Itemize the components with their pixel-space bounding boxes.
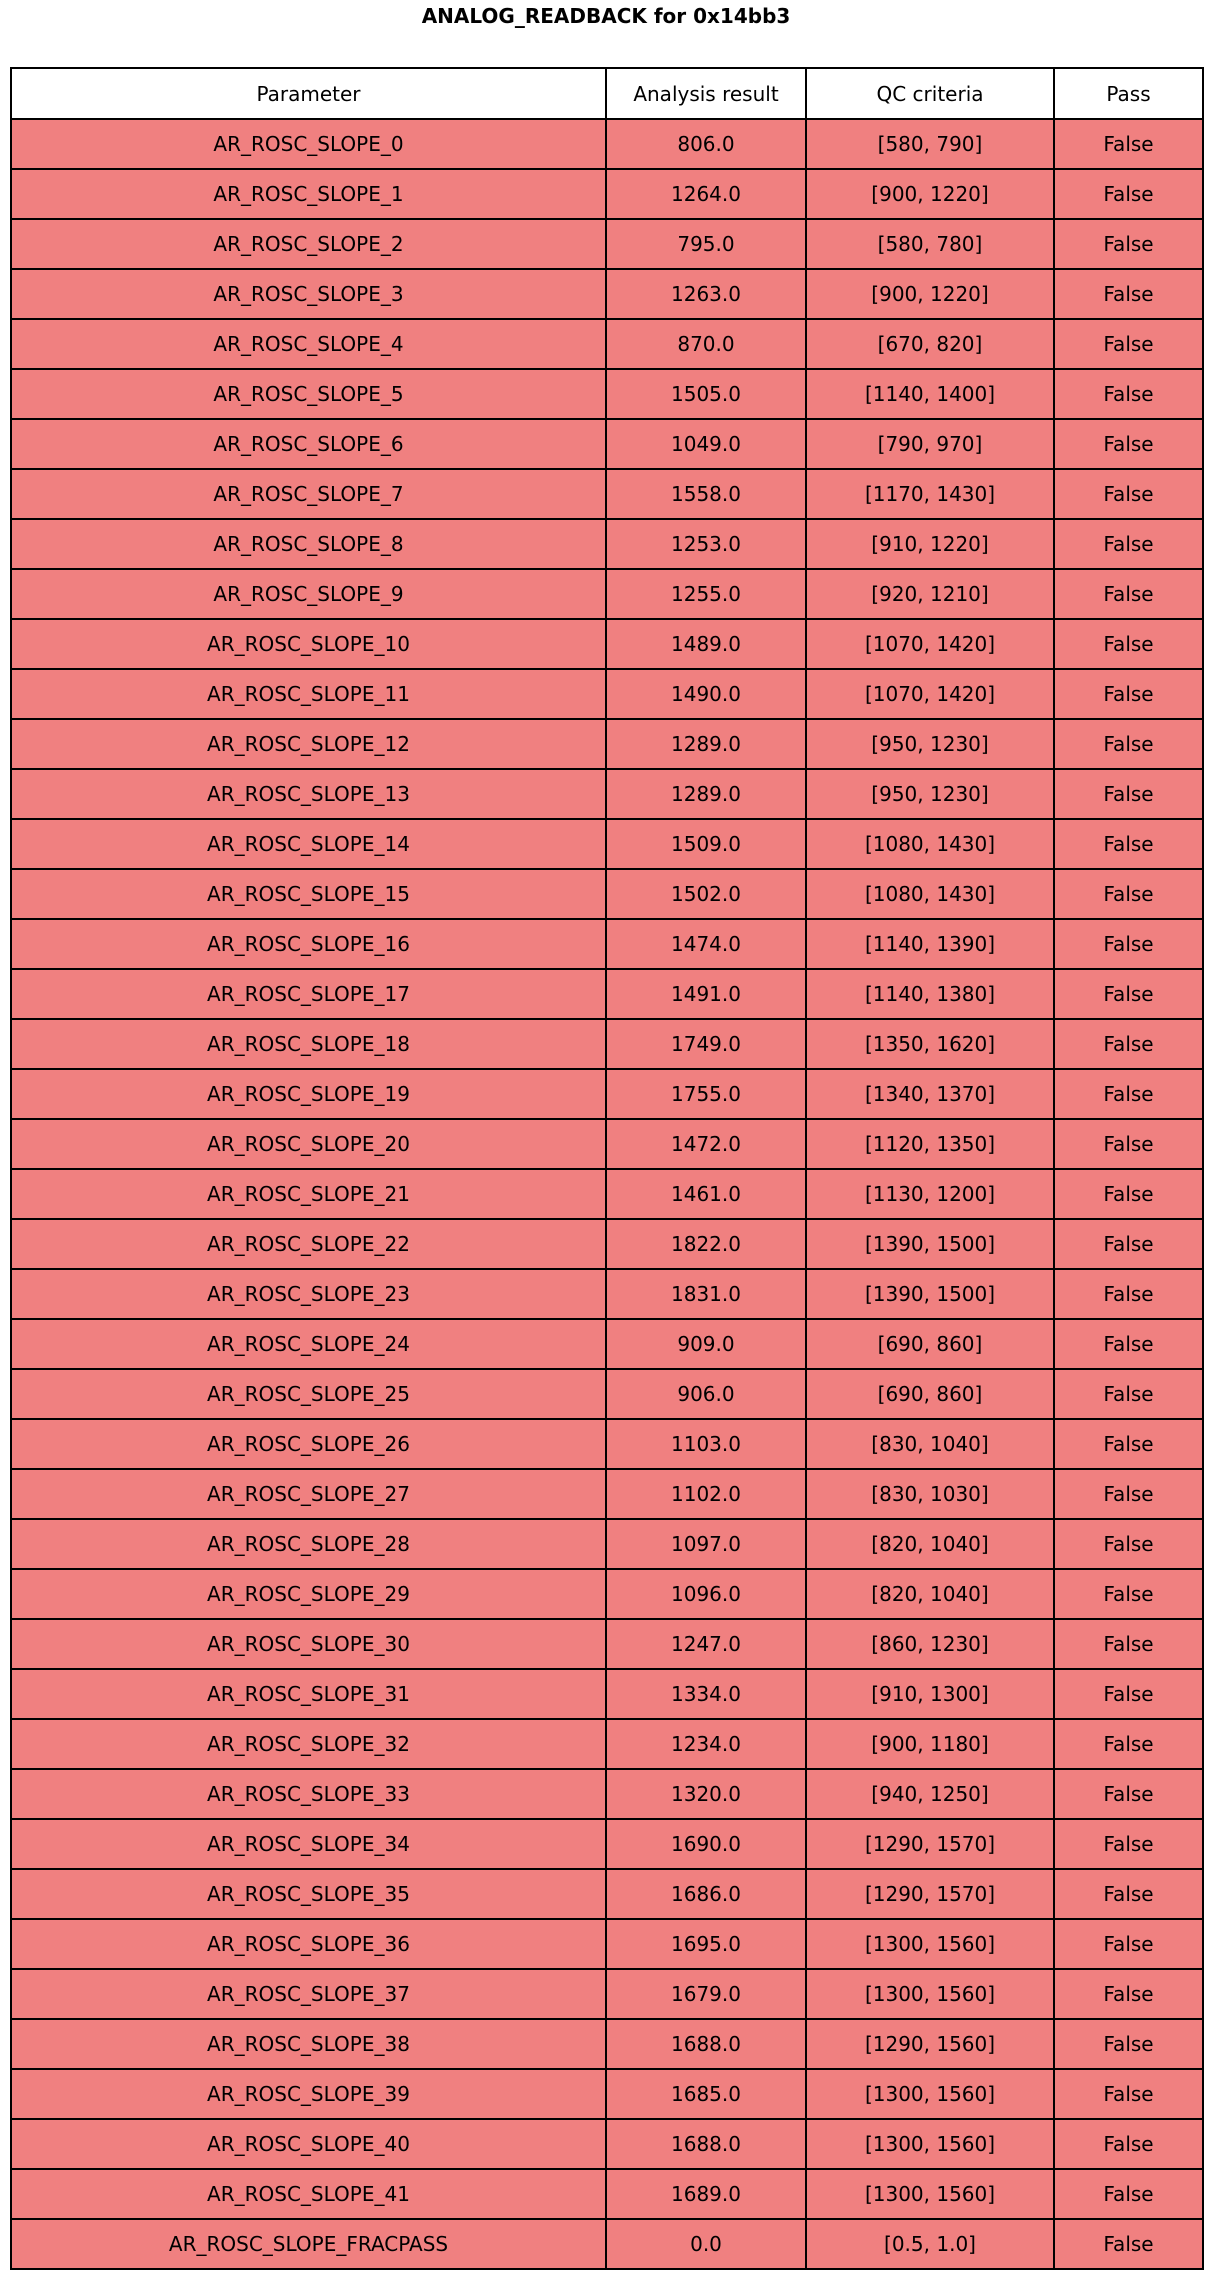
table-row bbox=[11, 969, 1203, 1019]
result-cell: 1490.0 bbox=[606, 669, 806, 719]
qc-cell: [1140, 1400] bbox=[806, 369, 1054, 419]
pass-cell: False bbox=[1054, 1519, 1203, 1569]
param-cell: AR_ROSC_SLOPE_5 bbox=[11, 369, 606, 419]
param-cell: AR_ROSC_SLOPE_14 bbox=[11, 819, 606, 869]
table-row bbox=[11, 1919, 1203, 1969]
param-cell: AR_ROSC_SLOPE_1 bbox=[11, 169, 606, 219]
table-row bbox=[11, 1269, 1203, 1319]
param-cell: AR_ROSC_SLOPE_18 bbox=[11, 1019, 606, 1069]
table-row bbox=[11, 1219, 1203, 1269]
result-cell: 1255.0 bbox=[606, 569, 806, 619]
param-cell: AR_ROSC_SLOPE_28 bbox=[11, 1519, 606, 1569]
table-row bbox=[11, 1619, 1203, 1669]
table-row bbox=[11, 1769, 1203, 1819]
qc-cell: [830, 1030] bbox=[806, 1469, 1054, 1519]
qc-cell: [1300, 1560] bbox=[806, 2069, 1054, 2119]
param-cell: AR_ROSC_SLOPE_12 bbox=[11, 719, 606, 769]
pass-cell: False bbox=[1054, 1419, 1203, 1469]
result-cell: 1472.0 bbox=[606, 1119, 806, 1169]
table-row bbox=[11, 1719, 1203, 1769]
param-cell: AR_ROSC_SLOPE_17 bbox=[11, 969, 606, 1019]
qc-cell: [1080, 1430] bbox=[806, 869, 1054, 919]
param-cell: AR_ROSC_SLOPE_FRACPASS bbox=[11, 2219, 606, 2269]
result-cell: 906.0 bbox=[606, 1369, 806, 1419]
pass-cell: False bbox=[1054, 719, 1203, 769]
table-row bbox=[11, 1319, 1203, 1369]
result-cell: 1264.0 bbox=[606, 169, 806, 219]
result-cell: 1755.0 bbox=[606, 1069, 806, 1119]
pass-cell: False bbox=[1054, 619, 1203, 669]
param-cell: AR_ROSC_SLOPE_24 bbox=[11, 1319, 606, 1369]
result-cell: 1461.0 bbox=[606, 1169, 806, 1219]
pass-cell: False bbox=[1054, 269, 1203, 319]
qc-cell: [580, 780] bbox=[806, 219, 1054, 269]
param-cell: AR_ROSC_SLOPE_13 bbox=[11, 769, 606, 819]
param-cell: AR_ROSC_SLOPE_9 bbox=[11, 569, 606, 619]
qc-cell: [1390, 1500] bbox=[806, 1219, 1054, 1269]
qc-cell: [820, 1040] bbox=[806, 1569, 1054, 1619]
qc-cell: [1300, 1560] bbox=[806, 1969, 1054, 2019]
result-cell: 0.0 bbox=[606, 2219, 806, 2269]
qc-cell: [670, 820] bbox=[806, 319, 1054, 369]
result-cell: 1234.0 bbox=[606, 1719, 806, 1769]
param-cell: AR_ROSC_SLOPE_20 bbox=[11, 1119, 606, 1169]
table-row bbox=[11, 1819, 1203, 1869]
qc-cell: [950, 1230] bbox=[806, 719, 1054, 769]
qc-cell: [1140, 1390] bbox=[806, 919, 1054, 969]
pass-cell: False bbox=[1054, 1069, 1203, 1119]
qc-cell: [950, 1230] bbox=[806, 769, 1054, 819]
result-cell: 1749.0 bbox=[606, 1019, 806, 1069]
table-row bbox=[11, 1419, 1203, 1469]
pass-cell: False bbox=[1054, 419, 1203, 469]
qc-cell: [910, 1300] bbox=[806, 1669, 1054, 1719]
pass-cell: False bbox=[1054, 1969, 1203, 2019]
param-cell: AR_ROSC_SLOPE_30 bbox=[11, 1619, 606, 1669]
pass-cell: False bbox=[1054, 1269, 1203, 1319]
table-row bbox=[11, 1069, 1203, 1119]
table-row bbox=[11, 919, 1203, 969]
qc-results-table bbox=[10, 67, 1204, 2270]
pass-cell: False bbox=[1054, 869, 1203, 919]
pass-cell: False bbox=[1054, 1669, 1203, 1719]
qc-cell: [820, 1040] bbox=[806, 1519, 1054, 1569]
param-cell: AR_ROSC_SLOPE_16 bbox=[11, 919, 606, 969]
param-cell: AR_ROSC_SLOPE_3 bbox=[11, 269, 606, 319]
result-cell: 1822.0 bbox=[606, 1219, 806, 1269]
param-cell: AR_ROSC_SLOPE_39 bbox=[11, 2069, 606, 2119]
result-cell: 1096.0 bbox=[606, 1569, 806, 1619]
qc-cell: [920, 1210] bbox=[806, 569, 1054, 619]
qc-cell: [1130, 1200] bbox=[806, 1169, 1054, 1219]
param-cell: AR_ROSC_SLOPE_4 bbox=[11, 319, 606, 369]
pass-cell: False bbox=[1054, 1169, 1203, 1219]
param-cell: AR_ROSC_SLOPE_38 bbox=[11, 2019, 606, 2069]
table-row bbox=[11, 669, 1203, 719]
qc-cell: [1340, 1370] bbox=[806, 1069, 1054, 1119]
table-row bbox=[11, 1869, 1203, 1919]
result-cell: 1320.0 bbox=[606, 1769, 806, 1819]
qc-cell: [580, 790] bbox=[806, 119, 1054, 169]
pass-cell: False bbox=[1054, 969, 1203, 1019]
qc-cell: [1350, 1620] bbox=[806, 1019, 1054, 1069]
table-row bbox=[11, 1969, 1203, 2019]
table-row bbox=[11, 819, 1203, 869]
qc-cell: [1290, 1570] bbox=[806, 1819, 1054, 1869]
column-header-pass: Pass bbox=[1054, 68, 1203, 119]
table-row bbox=[11, 169, 1203, 219]
table-row bbox=[11, 2169, 1203, 2219]
result-cell: 1685.0 bbox=[606, 2069, 806, 2119]
param-cell: AR_ROSC_SLOPE_35 bbox=[11, 1869, 606, 1919]
table-row bbox=[11, 2119, 1203, 2169]
param-cell: AR_ROSC_SLOPE_19 bbox=[11, 1069, 606, 1119]
pass-cell: False bbox=[1054, 1219, 1203, 1269]
param-cell: AR_ROSC_SLOPE_34 bbox=[11, 1819, 606, 1869]
pass-cell: False bbox=[1054, 1469, 1203, 1519]
param-cell: AR_ROSC_SLOPE_40 bbox=[11, 2119, 606, 2169]
param-cell: AR_ROSC_SLOPE_21 bbox=[11, 1169, 606, 1219]
param-cell: AR_ROSC_SLOPE_0 bbox=[11, 119, 606, 169]
result-cell: 1502.0 bbox=[606, 869, 806, 919]
pass-cell: False bbox=[1054, 669, 1203, 719]
qc-cell: [790, 970] bbox=[806, 419, 1054, 469]
param-cell: AR_ROSC_SLOPE_31 bbox=[11, 1669, 606, 1719]
pass-cell: False bbox=[1054, 569, 1203, 619]
pass-cell: False bbox=[1054, 1719, 1203, 1769]
pass-cell: False bbox=[1054, 1569, 1203, 1619]
param-cell: AR_ROSC_SLOPE_2 bbox=[11, 219, 606, 269]
param-cell: AR_ROSC_SLOPE_26 bbox=[11, 1419, 606, 1469]
result-cell: 1474.0 bbox=[606, 919, 806, 969]
param-cell: AR_ROSC_SLOPE_15 bbox=[11, 869, 606, 919]
qc-cell: [860, 1230] bbox=[806, 1619, 1054, 1669]
result-cell: 1695.0 bbox=[606, 1919, 806, 1969]
pass-cell: False bbox=[1054, 2119, 1203, 2169]
param-cell: AR_ROSC_SLOPE_36 bbox=[11, 1919, 606, 1969]
qc-cell: [1070, 1420] bbox=[806, 669, 1054, 719]
pass-cell: False bbox=[1054, 2069, 1203, 2119]
result-cell: 1334.0 bbox=[606, 1669, 806, 1719]
pass-cell: False bbox=[1054, 1119, 1203, 1169]
table-row bbox=[11, 269, 1203, 319]
pass-cell: False bbox=[1054, 769, 1203, 819]
pass-cell: False bbox=[1054, 469, 1203, 519]
table-row bbox=[11, 719, 1203, 769]
result-cell: 1509.0 bbox=[606, 819, 806, 869]
result-cell: 1289.0 bbox=[606, 719, 806, 769]
qc-cell: [1290, 1570] bbox=[806, 1869, 1054, 1919]
result-cell: 1679.0 bbox=[606, 1969, 806, 2019]
param-cell: AR_ROSC_SLOPE_7 bbox=[11, 469, 606, 519]
pass-cell: False bbox=[1054, 519, 1203, 569]
param-cell: AR_ROSC_SLOPE_23 bbox=[11, 1269, 606, 1319]
pass-cell: False bbox=[1054, 2019, 1203, 2069]
pass-cell: False bbox=[1054, 119, 1203, 169]
qc-cell: [910, 1220] bbox=[806, 519, 1054, 569]
qc-cell: [1170, 1430] bbox=[806, 469, 1054, 519]
param-cell: AR_ROSC_SLOPE_10 bbox=[11, 619, 606, 669]
result-cell: 1049.0 bbox=[606, 419, 806, 469]
result-cell: 1690.0 bbox=[606, 1819, 806, 1869]
param-cell: AR_ROSC_SLOPE_25 bbox=[11, 1369, 606, 1419]
result-cell: 1688.0 bbox=[606, 2019, 806, 2069]
result-cell: 870.0 bbox=[606, 319, 806, 369]
table-row bbox=[11, 119, 1203, 169]
table-body bbox=[11, 119, 1203, 2269]
pass-cell: False bbox=[1054, 319, 1203, 369]
param-cell: AR_ROSC_SLOPE_37 bbox=[11, 1969, 606, 2019]
figure-title: ANALOG_READBACK for 0x14bb3 bbox=[421, 4, 791, 28]
result-cell: 1686.0 bbox=[606, 1869, 806, 1919]
table-row bbox=[11, 1669, 1203, 1719]
result-cell: 1689.0 bbox=[606, 2169, 806, 2219]
table-row bbox=[11, 519, 1203, 569]
qc-cell: [1070, 1420] bbox=[806, 619, 1054, 669]
pass-cell: False bbox=[1054, 1869, 1203, 1919]
pass-cell: False bbox=[1054, 2219, 1203, 2269]
header-row bbox=[11, 68, 1203, 119]
qc-cell: [0.5, 1.0] bbox=[806, 2219, 1054, 2269]
pass-cell: False bbox=[1054, 1369, 1203, 1419]
pass-cell: False bbox=[1054, 2169, 1203, 2219]
pass-cell: False bbox=[1054, 1319, 1203, 1369]
qc-cell: [1300, 1560] bbox=[806, 2169, 1054, 2219]
table-row bbox=[11, 369, 1203, 419]
pass-cell: False bbox=[1054, 1619, 1203, 1669]
table-row bbox=[11, 1519, 1203, 1569]
result-cell: 1247.0 bbox=[606, 1619, 806, 1669]
result-cell: 1097.0 bbox=[606, 1519, 806, 1569]
result-cell: 1505.0 bbox=[606, 369, 806, 419]
qc-cell: [1290, 1560] bbox=[806, 2019, 1054, 2069]
table-row bbox=[11, 1019, 1203, 1069]
table-row bbox=[11, 469, 1203, 519]
table-row bbox=[11, 219, 1203, 269]
pass-cell: False bbox=[1054, 819, 1203, 869]
result-cell: 1688.0 bbox=[606, 2119, 806, 2169]
table-row bbox=[11, 769, 1203, 819]
param-cell: AR_ROSC_SLOPE_29 bbox=[11, 1569, 606, 1619]
result-cell: 1489.0 bbox=[606, 619, 806, 669]
param-cell: AR_ROSC_SLOPE_27 bbox=[11, 1469, 606, 1519]
param-cell: AR_ROSC_SLOPE_22 bbox=[11, 1219, 606, 1269]
pass-cell: False bbox=[1054, 369, 1203, 419]
param-cell: AR_ROSC_SLOPE_8 bbox=[11, 519, 606, 569]
param-cell: AR_ROSC_SLOPE_32 bbox=[11, 1719, 606, 1769]
qc-cell: [1390, 1500] bbox=[806, 1269, 1054, 1319]
qc-cell: [1140, 1380] bbox=[806, 969, 1054, 1019]
result-cell: 1491.0 bbox=[606, 969, 806, 1019]
pass-cell: False bbox=[1054, 1919, 1203, 1969]
table-row bbox=[11, 419, 1203, 469]
qc-cell: [1300, 1560] bbox=[806, 1919, 1054, 1969]
column-header-analysis-result: Analysis result bbox=[606, 68, 806, 119]
qc-cell: [1120, 1350] bbox=[806, 1119, 1054, 1169]
qc-cell: [940, 1250] bbox=[806, 1769, 1054, 1819]
table-row bbox=[11, 869, 1203, 919]
table-row bbox=[11, 1469, 1203, 1519]
result-cell: 1103.0 bbox=[606, 1419, 806, 1469]
table-row bbox=[11, 619, 1203, 669]
table-row bbox=[11, 1119, 1203, 1169]
result-cell: 1831.0 bbox=[606, 1269, 806, 1319]
table-row bbox=[11, 1169, 1203, 1219]
qc-cell: [1080, 1430] bbox=[806, 819, 1054, 869]
pass-cell: False bbox=[1054, 1019, 1203, 1069]
param-cell: AR_ROSC_SLOPE_11 bbox=[11, 669, 606, 719]
table-row bbox=[11, 2019, 1203, 2069]
table-row bbox=[11, 1369, 1203, 1419]
column-header-parameter: Parameter bbox=[11, 68, 606, 119]
param-cell: AR_ROSC_SLOPE_41 bbox=[11, 2169, 606, 2219]
result-cell: 909.0 bbox=[606, 1319, 806, 1369]
column-header-qc-criteria: QC criteria bbox=[806, 68, 1054, 119]
table-row bbox=[11, 2219, 1203, 2269]
result-cell: 1289.0 bbox=[606, 769, 806, 819]
table-row bbox=[11, 2069, 1203, 2119]
qc-cell: [830, 1040] bbox=[806, 1419, 1054, 1469]
table-row bbox=[11, 319, 1203, 369]
result-cell: 1263.0 bbox=[606, 269, 806, 319]
qc-cell: [900, 1220] bbox=[806, 169, 1054, 219]
pass-cell: False bbox=[1054, 1769, 1203, 1819]
pass-cell: False bbox=[1054, 219, 1203, 269]
result-cell: 806.0 bbox=[606, 119, 806, 169]
pass-cell: False bbox=[1054, 919, 1203, 969]
qc-cell: [690, 860] bbox=[806, 1319, 1054, 1369]
pass-cell: False bbox=[1054, 169, 1203, 219]
table-row bbox=[11, 1569, 1203, 1619]
result-cell: 1102.0 bbox=[606, 1469, 806, 1519]
param-cell: AR_ROSC_SLOPE_6 bbox=[11, 419, 606, 469]
qc-cell: [1300, 1560] bbox=[806, 2119, 1054, 2169]
pass-cell: False bbox=[1054, 1819, 1203, 1869]
result-cell: 795.0 bbox=[606, 219, 806, 269]
qc-cell: [900, 1180] bbox=[806, 1719, 1054, 1769]
param-cell: AR_ROSC_SLOPE_33 bbox=[11, 1769, 606, 1819]
qc-cell: [900, 1220] bbox=[806, 269, 1054, 319]
result-cell: 1558.0 bbox=[606, 469, 806, 519]
qc-cell: [690, 860] bbox=[806, 1369, 1054, 1419]
result-cell: 1253.0 bbox=[606, 519, 806, 569]
table-row bbox=[11, 569, 1203, 619]
